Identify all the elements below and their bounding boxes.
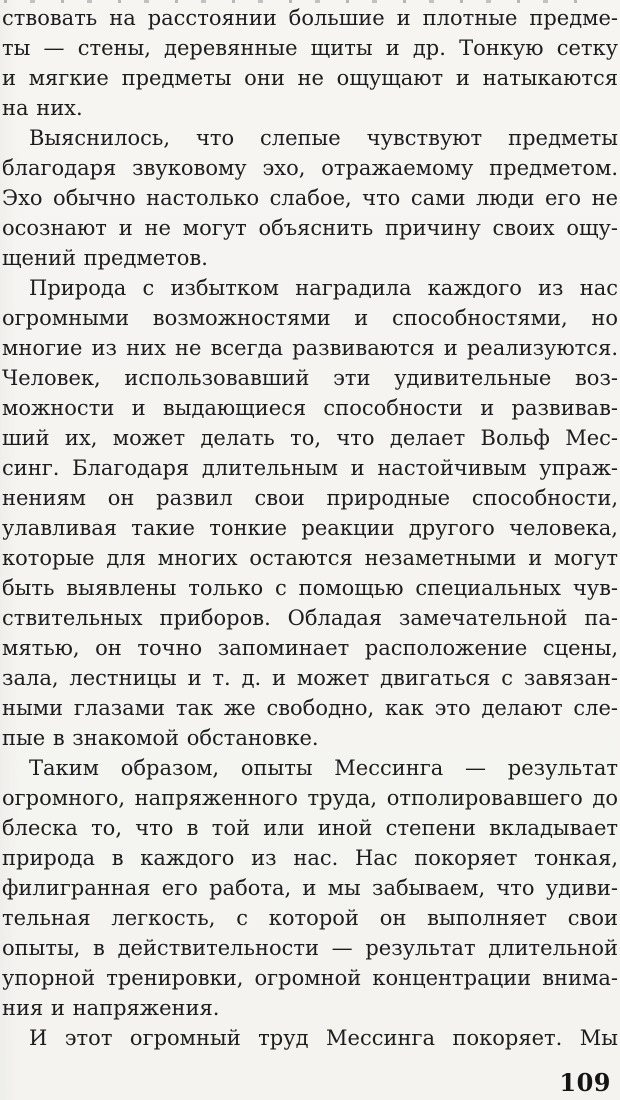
text-line: Эхо обычно настолько слабое, что сами люди его не xyxy=(2,186,618,210)
text-line: Человек, использовавший эти удивительные воз- xyxy=(2,366,618,390)
text-line: Таким образом, опыты Мессинга — результат xyxy=(29,756,618,780)
text-line: ния и напряжения. xyxy=(2,996,220,1020)
text-line: пые в знакомой обстановке. xyxy=(2,726,319,750)
text-line: и мягкие предметы они не ощущают и натыкаются xyxy=(2,66,618,90)
text-line: мятью, он точно запоминает расположение сцены, xyxy=(2,636,618,660)
text-line: Природа с избытком наградила каждого из нас xyxy=(29,276,618,300)
text-line: природа в каждого из нас. Нас покоряет тонкая, xyxy=(2,846,618,870)
text-line: нениям он развил свои природные способности, xyxy=(2,486,618,510)
text-line: блеска то, что в той или иной степени вкладывает xyxy=(2,816,618,840)
text-line: огромного, напряженного труда, отполировавшего до xyxy=(2,786,618,810)
text-line: филигранная его работа, и мы забываем, что удиви- xyxy=(2,876,618,900)
text-line: синг. Благодаря длительным и настойчивым упраж- xyxy=(2,456,618,480)
text-line: ствительных приборов. Обладая замечательной па- xyxy=(2,606,618,630)
text-line: огромными возможностями и способностями, но xyxy=(2,306,618,330)
text-line: которые для многих остаются незаметными и могут xyxy=(2,546,618,570)
text-line: тельная легкость, с которой он выполняет свои xyxy=(2,906,618,930)
text-line: осознают и не могут объяснить причину своих ощу- xyxy=(2,216,618,240)
text-line: И этот огромный труд Мессинга покоряет. Мы xyxy=(29,1026,618,1050)
text-line: благодаря звуковому эхо, отражаемому предметом. xyxy=(2,156,618,180)
page-text-block xyxy=(2,3,618,1053)
text-line: Выяснилось, что слепые чувствуют предметы xyxy=(29,126,618,150)
text-line: ший их, может делать то, что делает Вольф Мес- xyxy=(2,426,618,450)
text-line: улавливая такие тонкие реакции другого человека, xyxy=(2,516,618,540)
text-line: зала, лестницы и т. д. и может двигаться с завязан- xyxy=(2,666,618,690)
text-line: можности и выдающиеся способности и развивав- xyxy=(2,396,618,420)
text-line: ствовать на расстоянии большие и плотные предме- xyxy=(2,6,618,30)
text-line: многие из них не всегда развиваются и реализуются. xyxy=(2,336,618,360)
text-line: опыты, в действительности — результат длительной xyxy=(2,936,618,960)
text-line: быть выявлены только с помощью специальных чув- xyxy=(2,576,618,600)
text-line: ты — стены, деревянные щиты и др. Тонкую сетку xyxy=(2,36,618,60)
text-line: упорной тренировки, огромной концентрации внима- xyxy=(2,966,618,990)
text-line: щений предметов. xyxy=(2,246,208,270)
text-line: на них. xyxy=(2,96,83,120)
page-number: 109 xyxy=(559,1068,611,1097)
text-line: ными глазами так же свободно, как это делают сле- xyxy=(2,696,618,720)
